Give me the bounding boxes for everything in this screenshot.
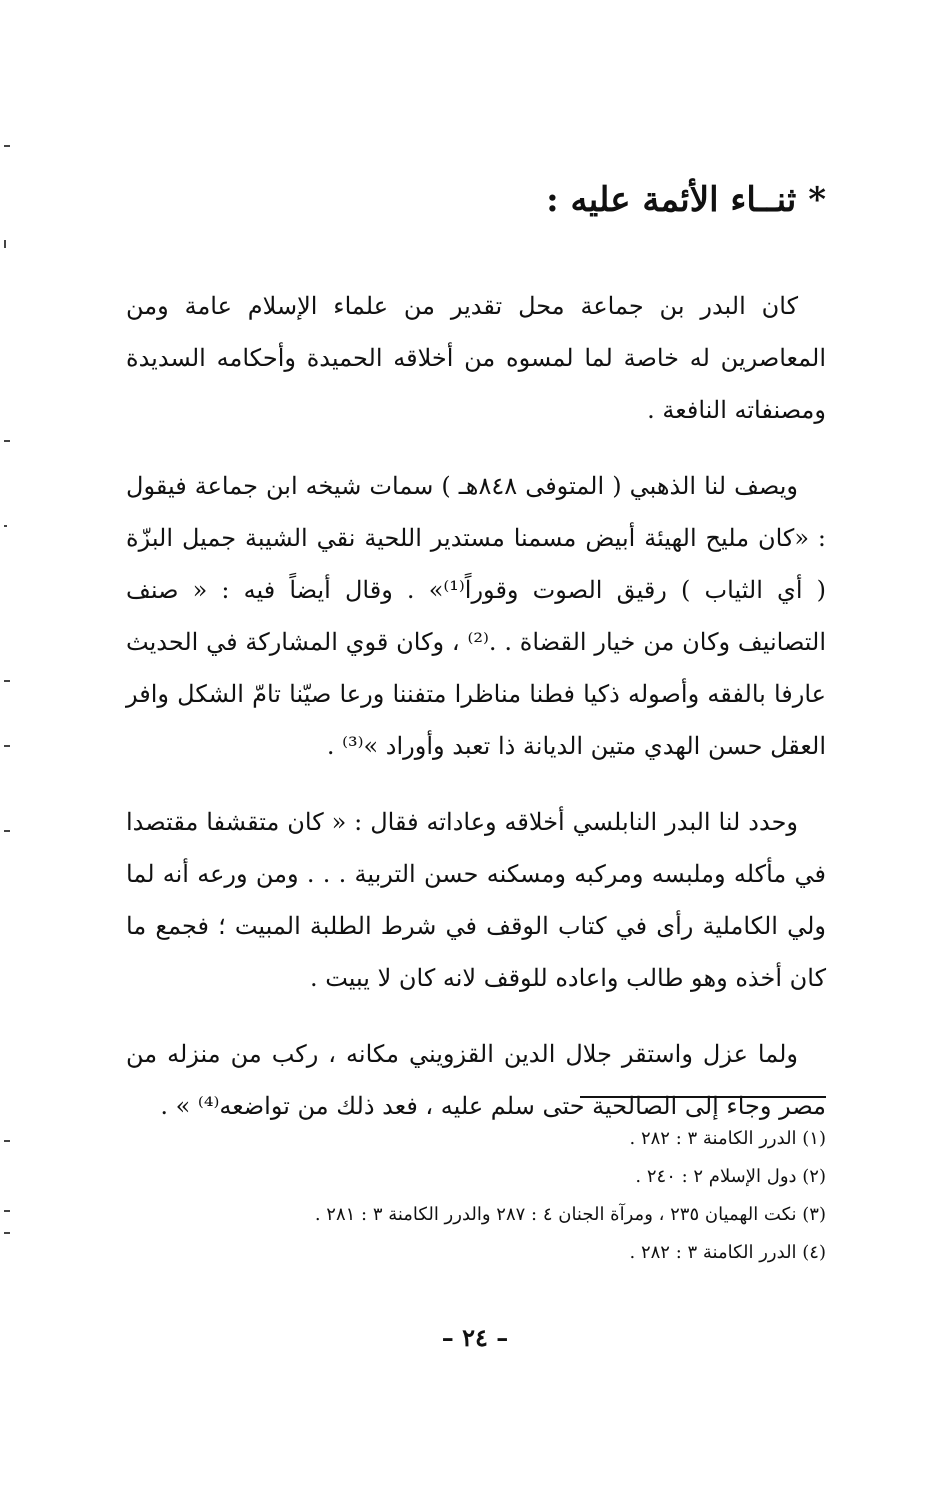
scan-edge-mark	[4, 440, 10, 442]
scan-edge-mark	[4, 240, 6, 248]
scan-edge-mark	[4, 1140, 10, 1142]
section-heading: * ثنــاء الأئمة عليه :	[546, 180, 826, 220]
paragraph-4: ولما عزل واستقر جلال الدين القزويني مكانه ، ركب من منزله من مصر وجاء إلى الصالحية حتى سلم عليه ، فعد ذلك من تواضعه⁽⁴⁾ » .	[126, 1040, 826, 1120]
footnotes	[126, 1120, 826, 1272]
scan-edge-mark	[4, 145, 10, 147]
footnote-4: (٤) الدرر الكامنة ٣ : ٢٨٢ .	[629, 1242, 826, 1263]
paragraph-2: ويصف لنا الذهبي ( المتوفى ٨٤٨هـ ) سمات شيخه ابن جماعة فيقول : «كان مليح الهيئة أبيض مسمنا مستدير اللحية نقي الشيبة جميل البزّة ( أي الثياب ) رقيق الصوت وقوراً⁽¹⁾» . وقال أيضاً فيه : « صنف التصانيف وكان من خيار القضاة . .⁽²⁾ ، وكان قوي المشاركة في الحديث عارفا بالفقه وأصوله ذكيا فطنا مناظرا متفننا ورعا صيّنا تامّ الشكل وافر العقل حسن الهدي متين الديانة ذا تعبد وأوراد »⁽³⁾ .	[126, 472, 827, 760]
body-text	[126, 280, 826, 1156]
scan-edge-mark	[4, 745, 10, 747]
page-number: – ٢٤ –	[441, 1323, 509, 1352]
footnote-3: (٣) نكت الهميان ٢٣٥ ، ومرآة الجنان ٤ : ٢٨٧ والدرر الكامنة ٣ : ٢٨١ .	[314, 1204, 826, 1225]
paragraph-3: وحدد لنا البدر النابلسي أخلاقه وعاداته فقال : « كان متقشفا مقتصدا في مأكله وملبسه ومركبه ومسكنه حسن التربية . . . ومن ورعه أنه لما ولي الكاملية رأى في كتاب الوقف في شرط الطلبة المبيت ؛ فجمع ما كان أخذه وهو طالب واعاده للوقف لانه كان لا يبيت .	[126, 808, 826, 992]
scan-edge-mark	[4, 680, 10, 682]
footnote-2: (٢) دول الإسلام ٢ : ٢٤٠ .	[635, 1166, 826, 1187]
scan-edge-mark	[4, 1232, 10, 1234]
scan-edge-mark	[4, 525, 7, 527]
footnote-1: (١) الدرر الكامنة ٣ : ٢٨٢ .	[629, 1128, 826, 1149]
footnote-separator	[580, 1096, 826, 1098]
scan-edge-mark	[4, 830, 10, 832]
paragraph-1: كان البدر بن جماعة محل تقدير من علماء الإسلام عامة ومن المعاصرين له خاصة لما لمسوه من أخلاقه الحميدة وأحكامه السديدة ومصنفاته النافعة .	[126, 292, 826, 424]
scan-edge-mark	[4, 1210, 10, 1212]
